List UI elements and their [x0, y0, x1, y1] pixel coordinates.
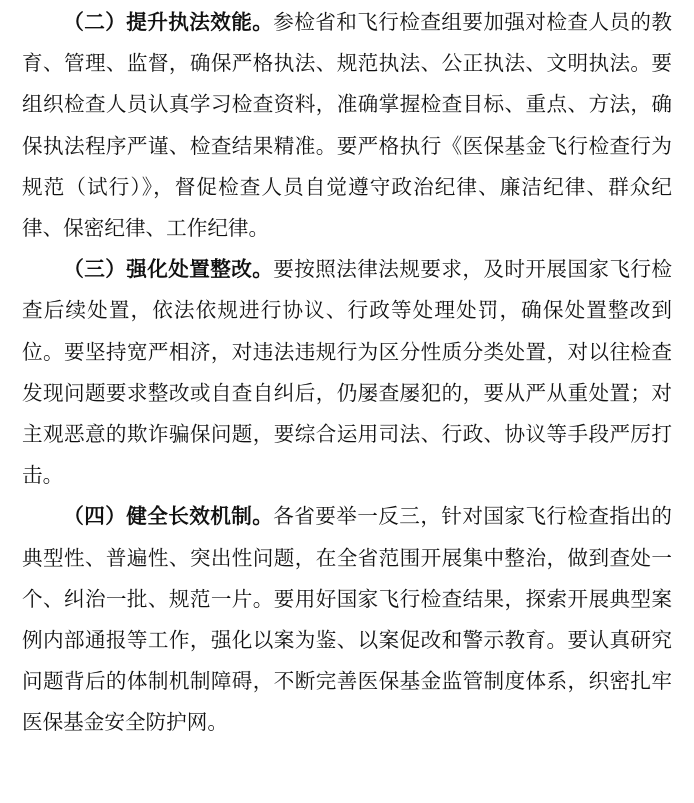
section-4-paragraph: [22, 496, 672, 743]
section-2-paragraph: [22, 2, 672, 249]
section-2-text: 参检省和飞行检查组要加强对检查人员的教育、管理、监督，确保严格执法、规范执法、公正执法、文明执法。要组织检查人员认真学习检查资料，准确掌握检查目标、重点、方法，确保执法程序严谨、检查结果精准。要严格执行《医保基金飞行检查行为规范（试行）》，督促检查人员自觉遵守政治纪律、廉洁纪律、群众纪律、保密纪律、工作纪律。: [22, 10, 672, 241]
section-4-heading: （四）健全长效机制。: [63, 504, 274, 529]
section-2-heading: （二）提升执法效能。: [63, 10, 274, 34]
document-body: [22, 2, 672, 744]
section-3-text: 要按照法律法规要求，及时开展国家飞行检查后续处置，依法依规进行协议、行政等处理处罚，确保处置整改到位。要坚持宽严相济，对违法违规行为区分性质分类处置，对以往检查发现问题要求整改或自查自纠后，仍屡查屡犯的，要从严从重处置；对主观恶意的欺诈骗保问题，要综合运用司法、行政、协议等手段严厉打击。: [22, 257, 672, 488]
section-3-paragraph: [22, 249, 672, 496]
section-3-heading: （三）强化处置整改。: [63, 257, 274, 282]
section-4-text: 各省要举一反三，针对国家飞行检查指出的典型性、普遍性、突出性问题，在全省范围开展集中整治，做到查处一个、纠治一批、规范一片。要用好国家飞行检查结果，探索开展典型案例内部通报等工作，强化以案为鉴、以案促改和警示教育。要认真研究问题背后的体制机制障碍，不断完善医保基金监管制度体系，织密扎牢医保基金安全防护网。: [22, 504, 672, 735]
